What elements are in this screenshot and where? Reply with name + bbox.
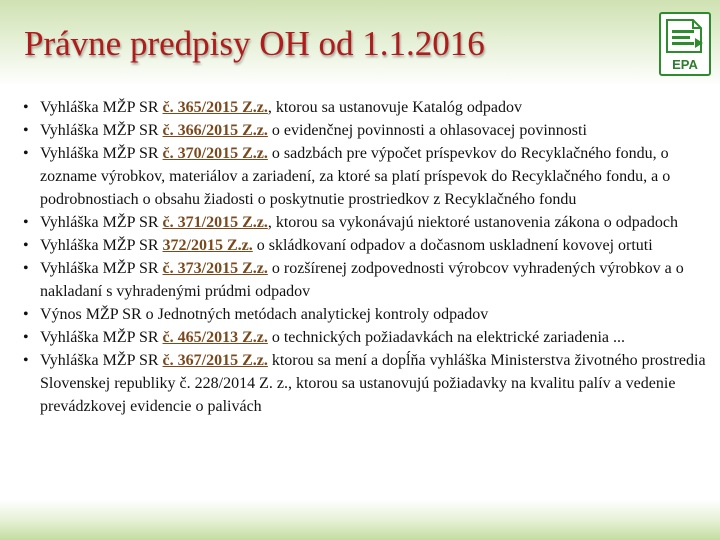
list-item [22, 142, 712, 211]
item-text: o technických požiadavkách na elektrické zariadenia ... [267, 329, 626, 346]
list-item [22, 326, 712, 349]
list-item [22, 257, 712, 303]
regulation-link[interactable]: č. 367/2015 Z.z. [162, 352, 268, 369]
epa-logo [659, 12, 711, 76]
list-item [22, 349, 712, 418]
item-text: Vyhláška MŽP SR [40, 122, 163, 139]
regulation-link[interactable]: č. 371/2015 Z.z. [162, 214, 268, 231]
epa-document-logo-icon [665, 18, 705, 54]
item-text: Vyhláška MŽP SR [40, 145, 163, 162]
regulation-link[interactable]: č. 366/2015 Z.z. [162, 122, 268, 139]
item-text: , ktorou sa vykonávajú niektoré ustanovenia zákona o odpadoch [267, 214, 678, 231]
item-text: Vyhláška MŽP SR [40, 237, 163, 254]
item-text: o skládkovaní odpadov a dočasnom uskladnení kovovej ortuti [252, 237, 653, 254]
slide-footer [0, 500, 720, 540]
item-text: o evidenčnej povinnosti a ohlasovacej povinnosti [267, 122, 587, 139]
regulation-link[interactable]: č. 373/2015 Z.z. [162, 260, 268, 277]
regulation-list [22, 96, 712, 418]
regulation-link[interactable]: č. 370/2015 Z.z. [162, 145, 268, 162]
item-text: ktorou sa mení a dopĺňa vyhláška Ministerstva životného prostredia Slovenskej republiky č. 228/2014 Z. z., ktorou sa ustanovujú požiadavky na kvalitu palív a vedenie prevádzkovej evidencie o palivách [40, 352, 706, 415]
item-text: Výnos MŽP SR o Jednotných metódach analytickej kontroly odpadov [40, 306, 489, 323]
regulation-link[interactable]: č. 365/2015 Z.z. [162, 99, 268, 116]
item-text: o rozšírenej zodpovednosti výrobcov vyhradených výrobkov a o nakladaní s vyhradenými prúdmi odpadov [40, 260, 684, 300]
epa-logo-text: EPA [672, 57, 698, 72]
slide-title: Právne predpisy OH od 1.1.2016 [24, 24, 485, 63]
regulation-link[interactable]: č. 465/2013 Z.z. [162, 329, 268, 346]
item-text: Vyhláška MŽP SR [40, 214, 163, 231]
list-item [22, 211, 712, 234]
item-text: o sadzbách pre výpočet príspevkov do Recyklačného fondu, o zozname výrobkov, materiálov a zariadení, za ktoré sa platí príspevok do Recyklačného fondu, a o podrobnostiach o obsahu žiadosti o poskytnutie prostriedkov z Recyklačného fondu [40, 145, 671, 208]
list-item [22, 119, 712, 142]
list-item [22, 303, 712, 326]
item-text: Vyhláška MŽP SR [40, 260, 163, 277]
list-item [22, 234, 712, 257]
item-text: Vyhláška MŽP SR [40, 352, 163, 369]
regulation-link[interactable]: 372/2015 Z.z. [162, 237, 253, 254]
item-text: Vyhláška MŽP SR [40, 329, 163, 346]
item-text: , ktorou sa ustanovuje Katalóg odpadov [267, 99, 523, 116]
item-text: Vyhláška MŽP SR [40, 99, 163, 116]
list-item [22, 96, 712, 119]
